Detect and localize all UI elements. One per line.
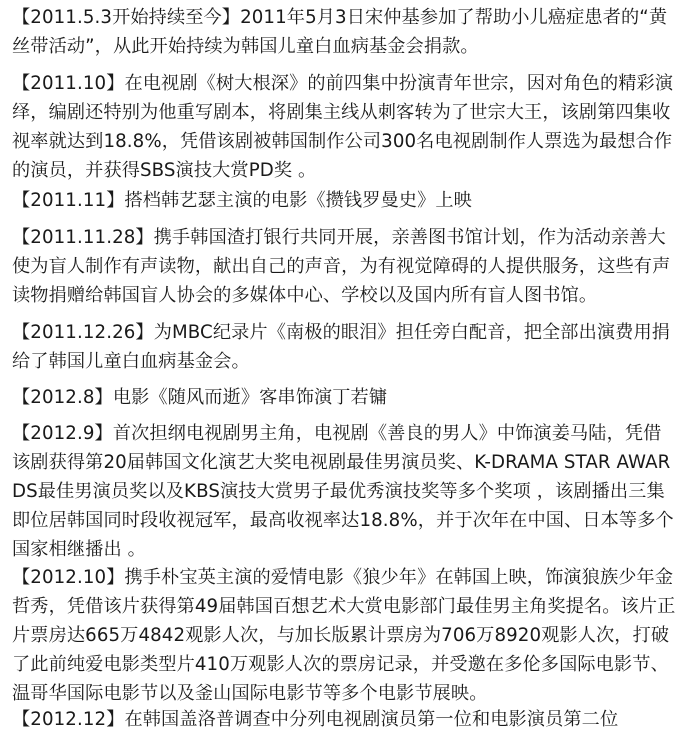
timeline-entry-2012-10 [12,563,678,708]
entry-text: 【2011.11】搭档韩艺瑟主演的电影《攒钱罗曼史》上映 [12,190,472,211]
timeline-entry-2012-08 [12,383,678,412]
timeline-entry-2011-12-26 [12,318,678,376]
timeline-entry-2011-11-28 [12,223,678,310]
timeline-entry-2012-09 [12,419,678,564]
timeline-entry-2011-11 [12,186,678,215]
timeline-entry-2011-05-03 [12,3,678,61]
entry-text: 【2011.10】在电视剧《树大根深》的前四集中扮演青年世宗，因对角色的精彩演绎，编剧还特别为他重写剧本，将剧集主线从刺客转为了世宗大王，该剧第四集收视率就达到18.8%，凭借该剧被韩国制作公司300名电视剧制作人票选为最想合作的演员，并获得SBS演技大赏PD奖 。 [12,73,674,181]
entry-text: 【2011.11.28】携手韩国渣打银行共同开展，亲善图书馆计划，作为活动亲善大使为盲人制作有声读物，献出自己的声音，为有视觉障碍的人提供服务，这些有声读物捐赠给韩国盲人协会的多媒体中心、学校以及国内所有盲人图书馆。 [12,227,671,306]
timeline-entry-2012-12 [12,705,678,734]
entry-text: 【2012.9】首次担纲电视剧男主角，电视剧《善良的男人》中饰演姜马陆，凭借该剧获得第20届韩国文化演艺大奖电视剧最佳男演员奖、K-DRAMA STAR AWARDS最佳男演员奖以及KBS演技大赏男子最优秀演技奖等多个奖项 ，该剧播出三集即位居韩国同时段收视冠军，最高收视率达18.8%，并于次年在中国、日本等多个国家相继播出 。 [12,423,674,560]
entry-text: 【2011.5.3开始持续至今】2011年5月3日宋仲基参加了帮助小儿癌症患者的“黄丝带活动”，从此开始持续为韩国儿童白血病基金会捐款。 [12,7,668,57]
entry-text: 【2012.8】电影《随风而逝》客串饰演丁若镛 [12,387,388,408]
entry-text: 【2012.10】携手朴宝英主演的爱情电影《狼少年》在韩国上映，饰演狼族少年金哲秀，凭借该片获得第49届韩国百想艺术大赏电影部门最佳男主角奖提名。该片正片票房达665万4842观影人次，与加长版累计票房为706万8920观影人次，打破了此前纯爱电影类型片410万观影人次的票房记录，并受邀在多伦多国际电影节、温哥华国际电影节以及釜山国际电影节等多个电影节展映。 [12,567,676,704]
entry-text: 【2012.12】在韩国盖洛普调查中分列电视剧演员第一位和电影演员第二位 [12,709,619,730]
timeline-entry-2011-10 [12,69,678,185]
entry-text: 【2011.12.26】为MBC纪录片《南极的眼泪》担任旁白配音，把全部出演费用捐给了韩国儿童白血病基金会。 [12,322,671,372]
